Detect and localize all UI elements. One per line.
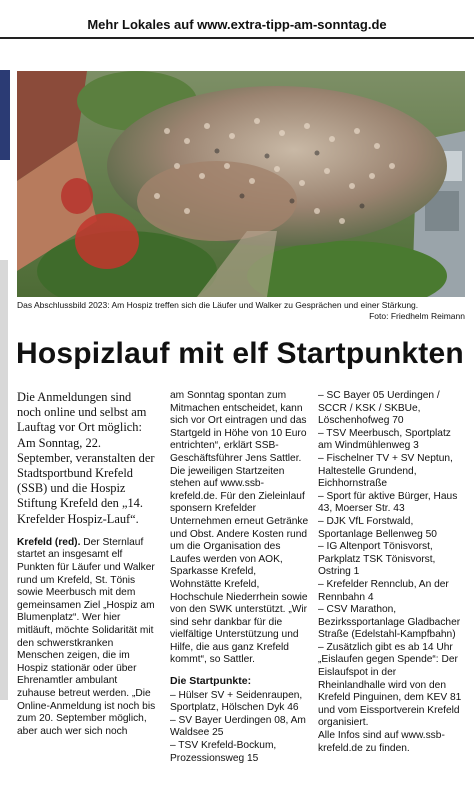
dateline: Krefeld (red).	[17, 536, 81, 548]
list-item: – TSV Krefeld-Bockum, Prozessionsweg 15	[170, 740, 277, 764]
article-body-paragraph-1	[17, 537, 157, 739]
article-column-2	[170, 390, 310, 765]
list-item: – IG Altenport Tönisvorst, Parkplatz TSK Tönisvorst, Ostring 1	[318, 541, 436, 578]
photo-caption	[17, 300, 465, 322]
list-item: – SV Bayer Uerdingen 08, Am Waldsee 25	[170, 714, 306, 739]
list-item: – SC Bayer 05 Uerdingen / SCCR / KSK / SKBUe, Löschenhofweg 70	[318, 390, 440, 427]
list-item: – Krefelder Rennclub, An der Rennbahn 4	[318, 578, 449, 603]
adjacent-page-fragment	[0, 70, 10, 160]
startpoints-heading: Die Startpunkte:	[170, 675, 252, 688]
list-item: – Zusätzlich gibt es ab 14 Uhr „Eislaufen gegen Spende“: Der Eislaufspot in der Rheinlandhalle wird von den Krefeld Pinguinen, dem KEV 81 und vom Eissportverein Krefeld organisiert.	[318, 641, 462, 729]
list-item: – Sport für aktive Bürger, Haus 43, Moerser Str. 43	[318, 490, 458, 515]
group-photo	[17, 71, 465, 297]
page-header	[0, 0, 474, 39]
article-body-paragraph-2: am Sonntag spontan zum Mitmachen entscheidet, kann sich vor Ort eintragen und das Startgeld in Höhe von 10 Euro entrichten“, erklärt SSB-Geschäftsführer Jens Sattler. Die jeweiligen Startzeiten stehen auf www.ssb-krefeld.de. Für den Zieleinlauf sponsern Krefelder Unternehmen erneut Getränke und Obst. Andere Kosten rund um die Organisation des Laufes werden von AOK, Sparkasse Krefeld, Wohnstätte Krefeld, Hochschule Niederrhein sowie von den SWK unterstützt. „Wir sind sehr dankbar für die vielfältige Unterstützung und Hilfe, die aus ganz Krefeld kommt“, so Sattler.	[170, 390, 309, 666]
list-item: – DJK VfL Forstwald, Sportanlage Bellenweg 50	[318, 515, 437, 540]
caption-text: Das Abschlussbild 2023: Am Hospiz treffen sich die Läufer und Walker zu Gesprächen und einer Stärkung.	[17, 300, 419, 310]
article-headline: Hospizlauf mit elf Startpunkten	[16, 337, 464, 370]
article-lead: Die Anmeldungen sind noch online und selbst am Lauftag vor Ort möglich: Am Sonntag, 22. September, veranstalten der Stadtsportbund Krefeld (SSB) und die Hospiz Stiftung Krefeld den „14. Krefelder Hospiz-Lauf“.	[17, 390, 155, 526]
list-item: – Fischelner TV + SV Neptun, Haltestelle Grundend, Eichhornstraße	[318, 452, 453, 490]
body-text-1: Der Sternlauf startet an insgesamt elf Punkten für Läufer und Walker rund um Krefeld, St. Tönis sowie Meerbusch mit dem gemeinsamen Ziel „Hospiz am Blumenplatz“. Wer hier mitläuft, möchte Solidarität mit den schwerstkranken Menschen zeigen, die im Hospiz stationär oder über Ehrenamtler ambulant zuhause betreut werden. „Die Online-Anmeldung ist noch bis zum 20. September möglich, aber auch wer sich noch	[17, 536, 156, 737]
startpoints-list-col2	[170, 690, 310, 766]
list-item: – Hülser SV + Seidenraupen, Sportplatz, Hölschen Dyk 46	[170, 689, 303, 714]
photo-credit: Foto: Friedhelm Reimann	[369, 311, 465, 321]
article-column-1	[17, 390, 157, 738]
header-link-text[interactable]: Mehr Lokales auf www.extra-tipp-am-sonntag.de	[87, 17, 387, 32]
list-item: – TSV Meerbusch, Sportplatz am Windmühlenweg 3	[318, 427, 451, 452]
article-column-3	[318, 390, 466, 755]
info-footer: Alle Infos sind auf www.ssb-krefeld.de zu finden.	[318, 730, 445, 754]
list-item: – CSV Marathon, Bezirkssportanlage Gladbacher Straße (Edelstahl-Kampfbahn)	[318, 604, 461, 641]
adjacent-page-fragment-lower	[0, 260, 8, 700]
